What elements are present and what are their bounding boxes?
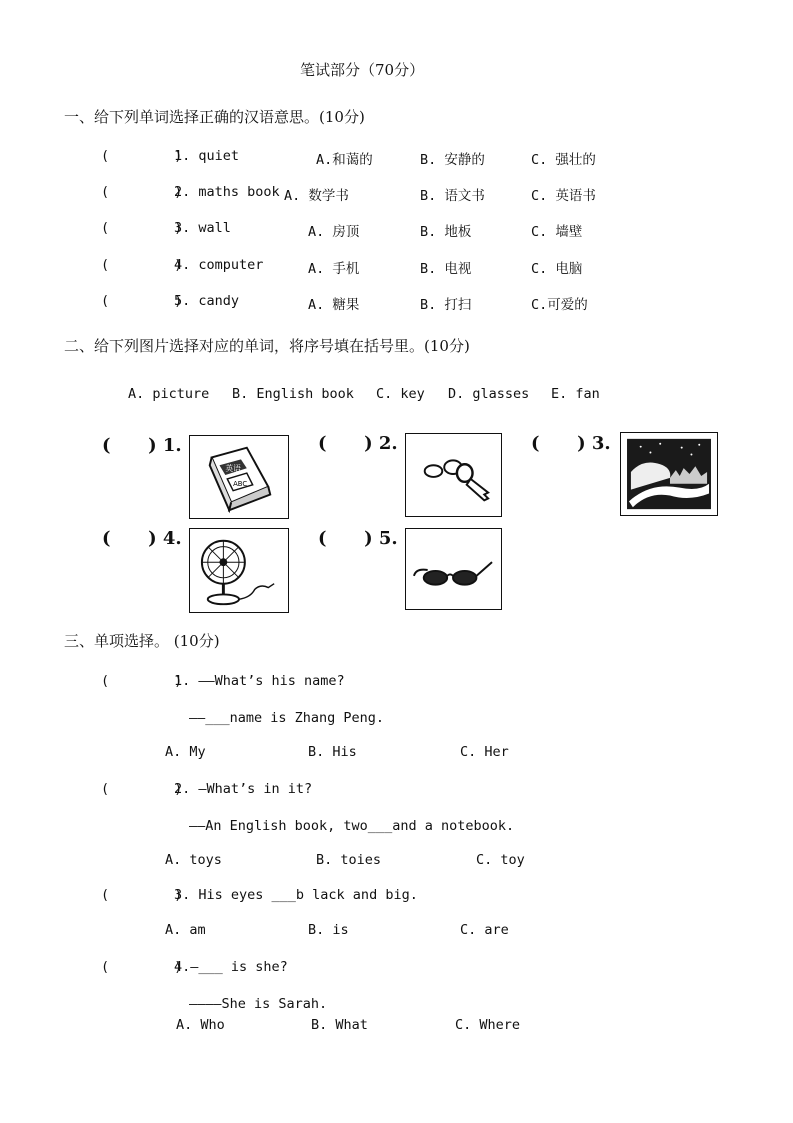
option-a: A. 数学书: [284, 188, 349, 204]
picture-answer-label[interactable]: ( ) 3.: [531, 433, 611, 454]
section3-heading: 三、单项选择。 (10分): [64, 632, 220, 650]
option-a: A. My: [165, 744, 206, 760]
svg-text:英语: 英语: [225, 464, 241, 474]
answer-paren[interactable]: ( ): [101, 293, 183, 309]
option-b: B. 语文书: [420, 188, 485, 204]
option-c: C. toy: [476, 852, 525, 868]
word-option: B. English book: [232, 386, 354, 402]
answer-paren[interactable]: ( ): [101, 887, 183, 903]
option-b: B. His: [308, 744, 357, 760]
word-option: A. picture: [128, 386, 210, 402]
option-c: C. 墙壁: [531, 224, 583, 240]
answer-text: ——An English book, two___and a notebook.: [189, 818, 515, 834]
option-c: C. 电脑: [531, 261, 583, 277]
option-b: B. What: [311, 1017, 368, 1033]
option-a: A. 手机: [308, 261, 360, 277]
section2-heading: 二、给下列图片选择对应的单词，将序号填在括号里。(10分): [64, 337, 470, 355]
option-a: A. 糖果: [308, 297, 360, 313]
answer-paren[interactable]: ( ): [101, 220, 183, 236]
option-c: C. Where: [455, 1017, 521, 1033]
option-b: B. 地板: [420, 224, 472, 240]
answer-paren[interactable]: ( ): [101, 781, 183, 797]
option-b: B. 安静的: [420, 152, 485, 168]
section1-heading: 一、给下列单词选择正确的汉语意思。(10分): [64, 108, 365, 126]
option-c: C. 强壮的: [531, 152, 596, 168]
option-c: C. are: [460, 922, 509, 938]
answer-paren[interactable]: ( ): [101, 959, 183, 975]
option-c: C. 英语书: [531, 188, 596, 204]
option-a: A.和蔼的: [316, 152, 373, 168]
svg-text:ABC: ABC: [233, 479, 248, 488]
word-option: D. glasses: [448, 386, 530, 402]
word-option: C. key: [376, 386, 425, 402]
page-title: 笔试部分（70分）: [300, 61, 425, 79]
item-word: 1. quiet: [174, 148, 240, 164]
picture-icon: [620, 432, 718, 516]
option-a: A. 房顶: [308, 224, 360, 240]
option-c: C. Her: [460, 744, 509, 760]
answer-paren[interactable]: ( ): [101, 148, 183, 164]
option-a: A. am: [165, 922, 206, 938]
glasses-icon: [405, 528, 502, 610]
english-book-icon: [189, 435, 289, 519]
picture-answer-label[interactable]: ( ) 5.: [318, 528, 398, 549]
picture-answer-label[interactable]: ( ) 4.: [102, 528, 182, 549]
option-c: C.可爱的: [531, 297, 588, 313]
item-word: 5. candy: [174, 293, 240, 309]
question-text: 3. His eyes ___b lack and big.: [174, 887, 418, 903]
question-text: 1. ——What’s his name?: [174, 673, 345, 689]
option-b: B. 电视: [420, 261, 472, 277]
key-icon: [405, 433, 502, 517]
answer-paren[interactable]: ( ): [101, 184, 183, 200]
option-b: B. is: [308, 922, 349, 938]
answer-paren[interactable]: ( ): [101, 673, 183, 689]
answer-text: ——___name is Zhang Peng.: [189, 710, 385, 726]
option-b: B. 打扫: [420, 297, 472, 313]
answer-text: ————She is Sarah.: [189, 996, 328, 1012]
option-a: A. Who: [176, 1017, 225, 1033]
picture-answer-label[interactable]: ( ) 1.: [102, 435, 182, 456]
picture-answer-label[interactable]: ( ) 2.: [318, 433, 398, 454]
question-text: 2. —What’s in it?: [174, 781, 313, 797]
question-text: 4.—___ is she?: [174, 959, 288, 975]
answer-paren[interactable]: ( ): [101, 257, 183, 273]
item-word: 2. maths book: [174, 184, 280, 200]
item-word: 4. computer: [174, 257, 264, 273]
option-a: A. toys: [165, 852, 222, 868]
option-b: B. toies: [316, 852, 382, 868]
word-option: E. fan: [551, 386, 600, 402]
fan-icon: [189, 528, 289, 613]
item-word: 3. wall: [174, 220, 231, 236]
